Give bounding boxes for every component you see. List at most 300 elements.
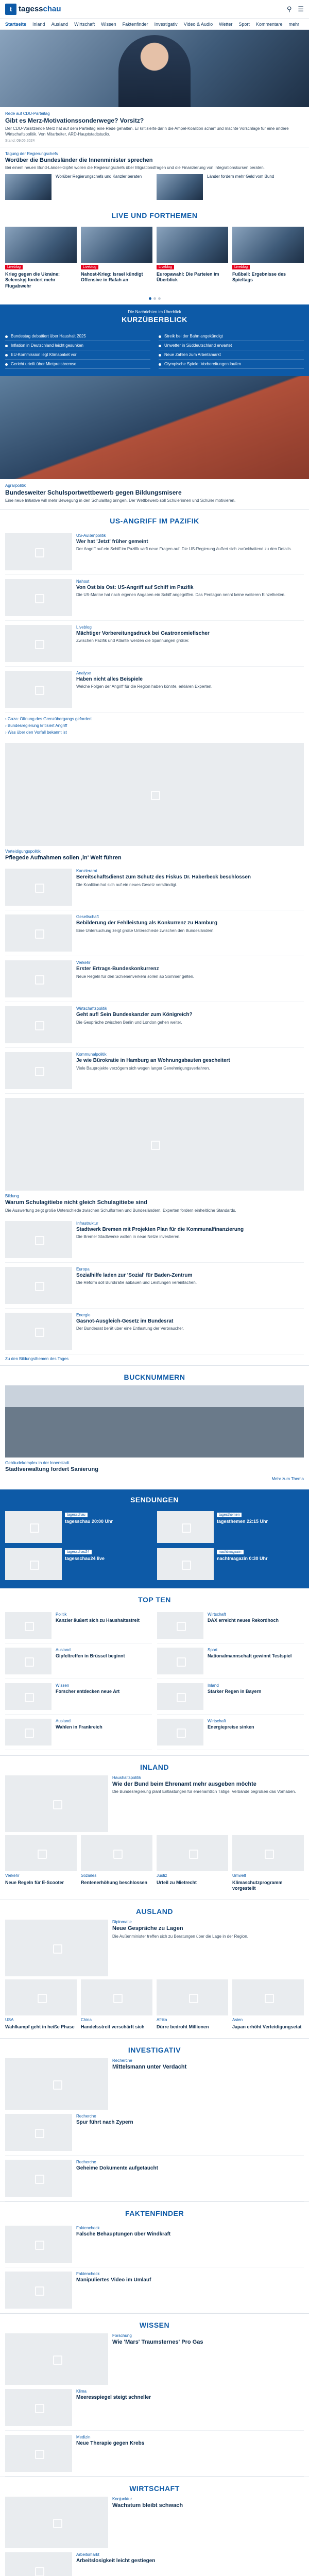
list-item-image[interactable] xyxy=(5,960,72,997)
grid-card-image[interactable] xyxy=(157,1835,228,1871)
list-item-image[interactable] xyxy=(5,2272,72,2309)
live-badge: Liveblog xyxy=(232,265,250,269)
sendung-image[interactable] xyxy=(157,1548,214,1580)
list-item[interactable] xyxy=(5,2548,304,2576)
list-item-kicker: Analyse xyxy=(76,670,91,675)
grid-card[interactable] xyxy=(232,1979,304,2030)
list-item-headline[interactable]: Neue Therapie gegen Krebs xyxy=(76,2441,145,2447)
list-item-kicker: Recherche xyxy=(76,2160,96,2165)
list-item-headline[interactable]: Sozialhilfe laden zur 'Sozial' für Baden-Zentrum xyxy=(76,1272,193,1278)
top-item-text xyxy=(208,1719,304,1745)
grid-card[interactable] xyxy=(5,1835,77,1892)
related-image-1[interactable] xyxy=(5,174,52,200)
us-big-headline[interactable]: Pflegede Aufnahmen sollen ‚in' Welt führen xyxy=(5,854,122,861)
sendungen-band xyxy=(0,1489,309,1588)
list-item[interactable] xyxy=(5,2267,304,2313)
hero-teaser[interactable] xyxy=(0,107,309,147)
list-item-image[interactable] xyxy=(5,625,72,662)
bucket-headline[interactable]: Stadtverwaltung fordert Sanierung xyxy=(5,1466,98,1472)
top-icons xyxy=(287,5,304,13)
live-badge: Liveblog xyxy=(157,265,174,269)
us-list-2 xyxy=(0,865,309,1094)
list-item[interactable] xyxy=(5,621,304,667)
kurz-item[interactable] xyxy=(159,341,304,350)
list-item[interactable] xyxy=(5,2156,304,2201)
top-item[interactable] xyxy=(5,1643,152,1679)
related-link[interactable] xyxy=(5,716,304,722)
us-links xyxy=(0,713,309,739)
wissen-title: WISSEN xyxy=(0,2313,309,2333)
grid-card-image[interactable] xyxy=(157,1979,228,2015)
hero-sub-teaser: Bei einem neuen Bund-Länder-Gipfel wollen die Regierungschefs über Migrationsfragen und die Finanzierung von Integrationskursen beraten. xyxy=(5,165,265,171)
inland-lead-image[interactable] xyxy=(5,1775,108,1832)
top-item[interactable] xyxy=(157,1608,304,1643)
list-item-image[interactable] xyxy=(5,2160,72,2197)
list-item-headline[interactable]: Je wie Bürokratie in Hamburg an Wohnungsbauten gescheitert xyxy=(76,1058,230,1064)
list-item[interactable] xyxy=(5,1263,304,1309)
bullet-icon xyxy=(5,345,8,347)
live-card-image[interactable] xyxy=(81,227,152,263)
list-item-headline[interactable]: Bereitschaftsdienst zum Schutz des Fiskus Dr. Haberbeck beschlossen xyxy=(76,874,251,880)
top-item-image[interactable] xyxy=(5,1612,52,1639)
wirtschaft-headline[interactable]: Wachstum bleibt schwach xyxy=(112,2502,183,2509)
faktenfinder-title: FAKTENFINDER xyxy=(0,2201,309,2222)
top-item-kicker: Inland xyxy=(208,1683,219,1688)
grid-card-headline[interactable]: Wahlkampf geht in heiße Phase xyxy=(5,2024,75,2030)
list-item-headline[interactable]: Haben nicht alles Beispiele xyxy=(76,676,143,682)
investigativ-lead-image[interactable] xyxy=(5,2058,108,2110)
grid-card-headline[interactable]: Rentenerhöhung beschlossen xyxy=(81,1879,148,1885)
top-item-text xyxy=(56,1683,152,1710)
top-item-kicker: Wirtschaft xyxy=(208,1612,226,1617)
nav-item[interactable]: Investigativ xyxy=(154,21,178,27)
sendung-text xyxy=(217,1548,268,1580)
nav-item[interactable]: Wetter xyxy=(219,21,233,27)
bucket-teaser[interactable] xyxy=(0,1458,309,1489)
top-item[interactable] xyxy=(5,1715,152,1750)
grid-card-image[interactable] xyxy=(81,1979,152,2015)
grid-card-image[interactable] xyxy=(5,1835,77,1871)
list-item-image[interactable] xyxy=(5,2114,72,2151)
list-item-text xyxy=(76,2114,304,2151)
feature-teaser[interactable] xyxy=(0,479,309,509)
sendung-headline[interactable]: nachtmagazin 0:30 Uhr xyxy=(217,1555,268,1561)
top-item[interactable] xyxy=(5,1679,152,1715)
related-link-1[interactable]: Worüber Regierungschefs und Kanzler beraten xyxy=(56,174,142,179)
top-item-headline[interactable]: Starker Regen in Bayern xyxy=(208,1688,262,1694)
sendung-card[interactable] xyxy=(5,1511,152,1543)
grid-card-kicker: Justiz xyxy=(157,1873,167,1878)
live-card-image[interactable] xyxy=(157,227,228,263)
top-item-headline[interactable]: Nationalmannschaft gewinnt Testspiel xyxy=(208,1653,292,1658)
top-item-headline[interactable]: Gipfeltreffen in Brüssel beginnt xyxy=(56,1653,125,1658)
wirtschaft-lead[interactable] xyxy=(0,2497,309,2548)
kurz-item[interactable] xyxy=(5,350,150,360)
list-item-image[interactable] xyxy=(5,579,72,616)
sendung-card[interactable] xyxy=(157,1511,304,1543)
top-item-text xyxy=(56,1648,152,1674)
school-teaser-text: Die Auswertung zeigt große Unterschiede zwischen Schulformen und Bundesländern. Experten fordern einheitliche Standards. xyxy=(5,1208,236,1213)
grid-card-kicker: China xyxy=(81,2018,92,2023)
sendung-badge: nachtmagazin xyxy=(217,1550,244,1554)
list-item[interactable] xyxy=(5,2222,304,2267)
related-link-text: Gaza: Öffnung des Grenzübergangs gefordert xyxy=(7,716,92,721)
feature-headline[interactable]: Bundesweiter Schulsportwettbewerb gegen Bildungsmisere xyxy=(5,488,182,496)
live-card-image[interactable] xyxy=(232,227,304,263)
list-item-teaser: Die Koalition hat sich auf ein neues Gesetz verständigt. xyxy=(76,882,178,887)
list-item-teaser: Die US-Marine hat nach eigenen Angaben ein Schiff angegriffen. Das Pentagon nennt keine weiteren Einzelheiten. xyxy=(76,592,286,598)
list-item-image[interactable] xyxy=(5,1006,72,1043)
bullet-icon xyxy=(5,363,8,366)
list-item-text xyxy=(76,2552,304,2576)
bullet-icon xyxy=(159,345,161,347)
live-card-image[interactable] xyxy=(5,227,77,263)
list-item-kicker: Recherche xyxy=(76,2114,96,2119)
list-item[interactable] xyxy=(5,910,304,956)
wirtschaft-title: WIRTSCHAFT xyxy=(0,2477,309,2497)
list-item-headline[interactable]: Spur führt nach Zypern xyxy=(76,2120,133,2126)
top-item-image[interactable] xyxy=(157,1612,203,1639)
list-item-kicker: Energie xyxy=(76,1312,91,1317)
school-image[interactable] xyxy=(5,1098,304,1191)
list-item-image[interactable] xyxy=(5,2435,72,2472)
list-item-headline[interactable]: Wer hat 'Jetzt' früher gemeint xyxy=(76,538,148,545)
top-item-text xyxy=(208,1612,304,1639)
sendung-card[interactable] xyxy=(157,1548,304,1580)
top-item-headline[interactable]: Wahlen in Frankreich xyxy=(56,1724,102,1730)
top-item-kicker: Wissen xyxy=(56,1683,70,1688)
us-big-kicker: Verteidigungspolitik xyxy=(5,849,41,854)
list-item-image[interactable] xyxy=(5,2226,72,2263)
inland-grid xyxy=(0,1832,309,1895)
top-item-image[interactable] xyxy=(5,1683,52,1710)
hero-sub-headline[interactable]: Worüber die Bundesländer die Innenminister sprechen xyxy=(5,157,153,163)
list-item-teaser: Die Gespräche zwischen Berlin und London gehen weiter. xyxy=(76,1020,182,1025)
top-item-headline[interactable]: Kanzler äußert sich zu Haushaltsstreit xyxy=(56,1617,140,1623)
top-item-image[interactable] xyxy=(5,1648,52,1674)
sendung-text xyxy=(65,1548,105,1580)
nav-item[interactable]: Kommentare xyxy=(255,21,283,27)
list-item-text xyxy=(76,869,304,906)
grid-card[interactable] xyxy=(232,1835,304,1892)
live-card[interactable] xyxy=(81,227,152,289)
live-card-headline[interactable]: Europawahl: Die Parteien im Überblick xyxy=(157,272,219,283)
list-item-image[interactable] xyxy=(5,914,72,952)
list-item-kicker: Wirtschaftspolitik xyxy=(76,1006,108,1011)
related-image-2[interactable] xyxy=(157,174,203,200)
logo-text: tagesschau xyxy=(19,5,61,13)
grid-card-headline[interactable]: Japan erhöht Verteidigungsetat xyxy=(232,2024,302,2030)
hero-headline[interactable]: Gibt es Merz-Motivationssonderwege? Vorsitz? xyxy=(5,117,144,124)
sendung-badge: tagesschau xyxy=(65,1513,88,1517)
ausland-kicker: Diplomatie xyxy=(112,1920,132,1925)
ausland-headline[interactable]: Neue Gespräche zu Lagen xyxy=(112,1925,183,1932)
list-item-image[interactable] xyxy=(5,533,72,570)
live-card-headline[interactable]: Nahost-Krieg: Israel kündigt Offensive in Rafah an xyxy=(81,272,143,283)
live-badge: Liveblog xyxy=(81,265,98,269)
logo-mark: t xyxy=(5,4,16,15)
list-item-headline[interactable]: Erster Ertrags-Bundeskonkurrenz xyxy=(76,966,159,972)
list-item-text xyxy=(76,914,304,952)
list-item[interactable] xyxy=(5,2385,304,2431)
grid-card[interactable] xyxy=(81,1835,152,1892)
grid-card[interactable] xyxy=(5,1979,77,2030)
bucket-image[interactable] xyxy=(5,1385,304,1458)
bucket-title: BUCKNUMMERN xyxy=(0,1365,309,1385)
list-item[interactable] xyxy=(5,956,304,1002)
list-item-headline[interactable]: Arbeitslosigkeit leicht gestiegen xyxy=(76,2558,156,2564)
grid-card-kicker: USA xyxy=(5,2018,14,2023)
list-item-headline[interactable]: Mächtiger Vorbereitungsdruck bei Gastronomiefischer xyxy=(76,630,210,636)
sendung-image[interactable] xyxy=(157,1511,214,1543)
kurz-item[interactable] xyxy=(159,360,304,369)
ausland-grid xyxy=(0,1976,309,2033)
wirtschaft-list xyxy=(0,2548,309,2576)
investigativ-headline[interactable]: Mittelsmann unter Verdacht xyxy=(112,2064,187,2071)
kurz-item[interactable] xyxy=(5,341,150,350)
kurz-band xyxy=(0,304,309,376)
ausland-teaser: Die Außenminister treffen sich zu Beratungen über die Lage in der Region. xyxy=(112,1934,249,1939)
grid-card-headline[interactable]: Klimaschutzprogramm vorgestellt xyxy=(232,1879,283,1891)
related-link[interactable] xyxy=(5,729,304,736)
list-item[interactable] xyxy=(5,865,304,910)
top-item-text xyxy=(208,1648,304,1674)
kurz-item-text: Olympische Spiele: Vorbereitungen laufen xyxy=(164,361,241,366)
inland-title: INLAND xyxy=(0,1755,309,1775)
sendung-headline[interactable]: tagesschau24 live xyxy=(65,1555,105,1561)
kurz-item-text: Neue Zahlen zum Arbeitsmarkt xyxy=(164,352,221,357)
kurz-item-text: Bundestag debattiert über Haushalt 2025 xyxy=(11,333,86,338)
top-item-kicker: Ausland xyxy=(56,1718,71,1723)
grid-card-headline[interactable]: Neue Regeln für E-Scooter xyxy=(5,1879,64,1885)
top-bar xyxy=(0,0,309,19)
list-item-headline[interactable]: Falsche Behauptungen über Windkraft xyxy=(76,2231,171,2238)
list-item[interactable] xyxy=(5,2110,304,2156)
list-item-image[interactable] xyxy=(5,1267,72,1304)
list-item-text xyxy=(76,671,304,708)
wirtschaft-lead-image[interactable] xyxy=(5,2497,108,2548)
us-list xyxy=(0,529,309,713)
list-item[interactable] xyxy=(5,575,304,621)
bullet-icon xyxy=(159,335,161,338)
list-item-image[interactable] xyxy=(5,1221,72,1258)
live-card-headline[interactable]: Krieg gegen die Ukraine: Selenskyj fordert mehr Flugabwehr xyxy=(5,272,60,289)
grid-card[interactable] xyxy=(157,1979,228,2030)
list-item[interactable] xyxy=(5,1048,304,1094)
carousel-dots[interactable] xyxy=(0,292,309,304)
us-big-image[interactable] xyxy=(5,743,304,846)
top-item-kicker: Politik xyxy=(56,1612,67,1617)
list-item-kicker: Infrastruktur xyxy=(76,1221,98,1226)
grid-card-headline[interactable]: Dürre bedroht Millionen xyxy=(157,2024,209,2030)
hero-image[interactable] xyxy=(0,30,309,107)
list-item-kicker: Kommunalpolitik xyxy=(76,1052,107,1057)
hero-meta: Stand: 09.05.2024 xyxy=(5,139,35,143)
inland-kicker: Haushaltspolitik xyxy=(112,1775,142,1780)
sendung-headline[interactable]: tagesthemen 22:15 Uhr xyxy=(217,1518,268,1524)
hero-sub-related xyxy=(5,174,304,200)
inland-teaser: Die Bundesregierung plant Entlastungen für ehrenamtlich Tätige. Verbände begrüßen das Vorhaben. xyxy=(112,1789,296,1794)
live-card[interactable] xyxy=(157,227,228,289)
list-item-headline[interactable]: Bebilderung der Fehlleistung als Konkurrenz zu Hamburg xyxy=(76,920,217,926)
sendung-image[interactable] xyxy=(5,1511,62,1543)
us-big-teaser[interactable] xyxy=(0,846,309,865)
list-item-text xyxy=(76,960,304,997)
sendung-image[interactable] xyxy=(5,1548,62,1580)
list-item-image[interactable] xyxy=(5,2389,72,2426)
inland-headline[interactable]: Wie der Bund beim Ehrenamt mehr ausgeben möchte xyxy=(112,1781,256,1787)
list-item-kicker: Nahost xyxy=(76,579,90,584)
grid-card-image[interactable] xyxy=(232,1835,304,1871)
kurz-item-text: Unwetter in Süddeutschland erwartet xyxy=(164,343,232,348)
live-title: LIVE UND FORTHEMEN xyxy=(111,211,198,220)
investigativ-title: INVESTIGATIV xyxy=(0,2038,309,2058)
nav-item[interactable]: Video & Audio xyxy=(183,21,213,27)
feature-image[interactable] xyxy=(0,376,309,479)
bucket-more[interactable]: Mehr zum Thema xyxy=(271,1476,304,1481)
list-item-text xyxy=(76,2389,304,2426)
related-link-text: Bundesregierung kritisiert Angriff xyxy=(7,723,67,728)
list-item-headline[interactable]: Stadtwerk Bremen mit Projekten Plan für die Kommunalfinanzierung xyxy=(76,1226,244,1232)
grid-card[interactable] xyxy=(81,1979,152,2030)
list-item-headline[interactable]: Von Ost bis Ost: US-Angriff auf Schiff im Pazifik xyxy=(76,584,194,590)
list-item-image[interactable] xyxy=(5,1313,72,1350)
list-item-text xyxy=(76,1221,304,1258)
list-item-headline[interactable]: Manipuliertes Video im Umlauf xyxy=(76,2277,151,2283)
wissen-list xyxy=(0,2385,309,2477)
top-list xyxy=(0,1608,309,1750)
top-item[interactable] xyxy=(5,1608,152,1643)
investigativ-lead[interactable] xyxy=(0,2058,309,2110)
grid-card-headline[interactable]: Handelsstreit verschärft sich xyxy=(81,2024,145,2030)
list-item-teaser: Welche Folgen der Angriff für die Region haben könnte, erklären Experten. xyxy=(76,684,213,689)
kurz-item[interactable] xyxy=(159,332,304,341)
inland-lead[interactable] xyxy=(0,1775,309,1832)
wissen-lead[interactable] xyxy=(0,2333,309,2385)
ausland-lead[interactable] xyxy=(0,1920,309,1976)
top-item-kicker: Ausland xyxy=(56,1647,71,1652)
nav-item[interactable]: Inland xyxy=(32,21,45,27)
top-item-image[interactable] xyxy=(5,1719,52,1745)
list-item[interactable] xyxy=(5,1002,304,1048)
grid-card[interactable] xyxy=(157,1835,228,1892)
grid-card-headline[interactable]: Urteil zu Mietrecht xyxy=(157,1879,197,1885)
list-item-headline[interactable]: Meeresspiegel steigt schneller xyxy=(76,2395,151,2401)
nav-item[interactable]: Startseite xyxy=(5,21,27,27)
menu-icon[interactable]: ☰ xyxy=(298,5,304,13)
top-item-headline[interactable]: Energiepreise sinken xyxy=(208,1724,254,1730)
search-icon[interactable]: ⚲ xyxy=(286,5,292,13)
list-item-image[interactable] xyxy=(5,869,72,906)
top-item[interactable] xyxy=(157,1643,304,1679)
grid-card-image[interactable] xyxy=(232,1979,304,2015)
ausland-title: AUSLAND xyxy=(0,1900,309,1920)
nav-item[interactable]: Wirtschaft xyxy=(74,21,95,27)
live-grid xyxy=(0,224,309,292)
list-item-headline[interactable]: Geheime Dokumente aufgetaucht xyxy=(76,2165,158,2172)
list-item-text xyxy=(76,579,304,616)
list-item-text xyxy=(76,1267,304,1304)
grid-card-image[interactable] xyxy=(81,1835,152,1871)
list-item-headline[interactable]: Geht auf! Sein Bundeskanzler zum Königreich? xyxy=(76,1012,193,1018)
list-item-image[interactable] xyxy=(5,2552,72,2576)
sendung-headline[interactable]: tagesschau 20:00 Uhr xyxy=(65,1518,113,1524)
grid-card-kicker: Soziales xyxy=(81,1873,97,1878)
nav-item[interactable]: Ausland xyxy=(51,21,68,27)
top-item-headline[interactable]: DAX erreicht neues Rekordhoch xyxy=(208,1617,279,1623)
nav-item[interactable]: mehr xyxy=(288,21,299,27)
kurz-item[interactable] xyxy=(159,350,304,360)
logo[interactable] xyxy=(5,4,61,15)
live-card[interactable] xyxy=(5,227,77,289)
kurz-title: KURZÜBERBLICK xyxy=(122,315,187,324)
school-teaser[interactable] xyxy=(0,1191,309,1217)
kurz-item[interactable] xyxy=(5,360,150,369)
sendung-badge: tagesthemen xyxy=(217,1513,242,1517)
top-item-text xyxy=(208,1683,304,1710)
list-item-kicker: Verkehr xyxy=(76,960,91,965)
related-link-2[interactable]: Länder fordern mehr Geld vom Bund xyxy=(207,174,274,179)
ausland-lead-image[interactable] xyxy=(5,1920,108,1976)
list-item[interactable] xyxy=(5,2431,304,2477)
faktenfinder-list xyxy=(0,2222,309,2313)
nav-item[interactable]: Faktenfinder xyxy=(122,21,148,27)
list-item[interactable] xyxy=(5,667,304,713)
hero-sub-kicker: Tagung der Regierungschefs xyxy=(5,151,58,156)
list-item-kicker: Arbeitsmarkt xyxy=(76,2552,99,2557)
list-item[interactable] xyxy=(5,1217,304,1263)
top-item-image[interactable] xyxy=(157,1719,203,1745)
list-item-text xyxy=(76,625,304,662)
bullet-icon xyxy=(5,335,8,338)
list-item[interactable] xyxy=(5,529,304,575)
top-item-image[interactable] xyxy=(157,1683,203,1710)
list-item-image[interactable] xyxy=(5,1052,72,1089)
school-list xyxy=(0,1217,309,1354)
grid-card-kicker: Verkehr xyxy=(5,1873,20,1878)
sendung-card[interactable] xyxy=(5,1548,152,1580)
list-item-headline[interactable]: Gasnot-Ausgleich-Gesetz im Bundesrat xyxy=(76,1318,174,1324)
list-item-image[interactable] xyxy=(5,671,72,708)
wissen-lead-image[interactable] xyxy=(5,2333,108,2385)
kurz-kicker: Die Nachrichten im Überblick xyxy=(128,309,181,314)
live-card[interactable] xyxy=(232,227,304,289)
school-link[interactable]: Zu den Bildungsthemen des Tages xyxy=(5,1356,69,1361)
list-item-teaser: Die Bremer Stadtwerke wollen in neue Netze investieren. xyxy=(76,1234,181,1240)
top-item-headline[interactable]: Forscher entdecken neue Art xyxy=(56,1688,120,1694)
grid-card-image[interactable] xyxy=(5,1979,77,2015)
related-link[interactable] xyxy=(5,722,304,729)
list-item-teaser: Zwischen Pazifik und Atlantik werden die Spannungen größer. xyxy=(76,638,190,643)
top-item-image[interactable] xyxy=(157,1648,203,1674)
top-item[interactable] xyxy=(157,1715,304,1750)
kurz-item[interactable] xyxy=(5,332,150,341)
list-item[interactable] xyxy=(5,1309,304,1354)
wissen-headline[interactable]: Wie 'Mars' Traumsternes' Pro Gas xyxy=(112,2339,203,2346)
investigativ-kicker: Recherche xyxy=(112,2058,132,2063)
school-headline[interactable]: Warum Schulagitiebe nicht gleich Schulagitiebe sind xyxy=(5,1199,147,1206)
list-item-text xyxy=(76,2160,304,2197)
live-card-headline[interactable]: Fußball: Ergebnisse des Spieltags xyxy=(232,272,286,283)
wissen-kicker: Forschung xyxy=(112,2333,132,2338)
arrow-icon: › xyxy=(5,723,8,728)
feature-teaser-text: Eine neue Initiative will mehr Bewegung in den Schulalltag bringen. Der Wettbewerb soll Schülerinnen und Schüler motivieren. xyxy=(5,498,236,503)
nav-item[interactable]: Sport xyxy=(238,21,250,27)
top-item[interactable] xyxy=(157,1679,304,1715)
nav-item[interactable]: Wissen xyxy=(101,21,116,27)
list-item-kicker: US-Außenpolitik xyxy=(76,533,106,538)
kurz-item-text: Gericht urteilt über Mietpreisbremse xyxy=(11,361,77,366)
